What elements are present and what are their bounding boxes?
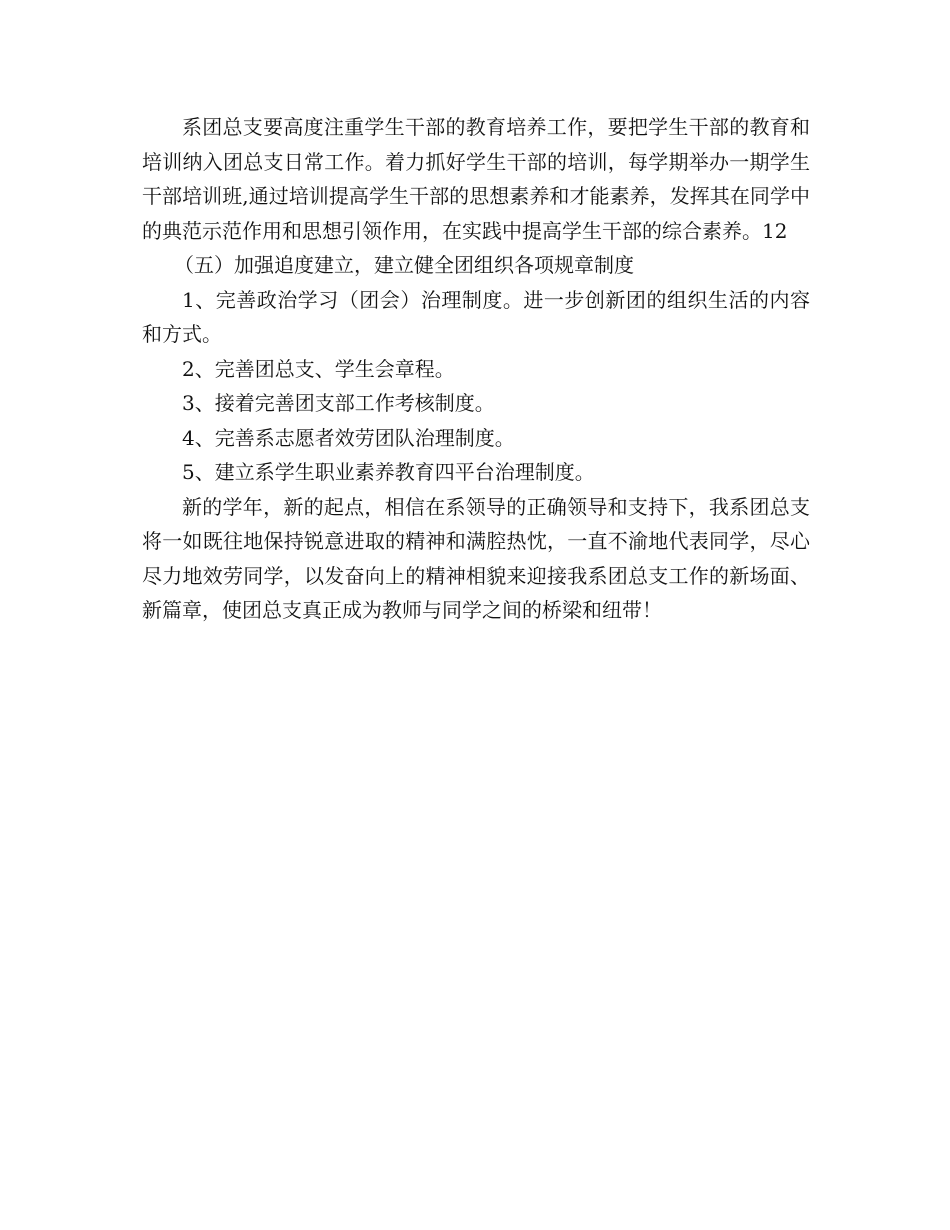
list-item-assessment: 3、接着完善团支部工作考核制度。 — [182, 391, 495, 415]
list-item-volunteer: 4、完善系志愿者效劳团队治理制度。 — [182, 425, 515, 450]
paragraph-student-cadre-training: 系团总支要高度注重学生干部的教育培养工作，要把学生干部的教育和培训纳入团总支日常工作。着力抓好学生干部的培训，每学期举办一期学生干部培训班,通过培训提高学生干部的思想素养和才能素养，发挥其在同学中的典范示范作用和思想引领作用，在实践中提高学生干部的综合素养。12 — [142, 115, 810, 243]
paragraph-closing: 新的学年，新的起点，相信在系领导的正确领导和支持下，我系团总支将一如既往地保持锐意进取的精神和满腔热忱，一直不渝地代表同学，尽心尽力地效劳同学，以发奋向上的精神相貌来迎接我系团总支工作的新场面、新篇章，使团总支真正成为教师与同学之间的桥梁和纽带！ — [142, 494, 810, 622]
list-item-charter: 2、完善团总支、学生会章程。 — [182, 356, 455, 381]
section-heading-regulations: （五）加强追度建立，建立健全团组织各项规章制度 — [174, 253, 634, 277]
list-item-political-study: 1、完善政治学习（团会）治理制度。进一步创新团的组织生活的内容和方式。 — [142, 287, 810, 346]
document-body — [142, 110, 810, 628]
list-item-platform: 5、建立系学生职业素养教育四平台治理制度。 — [182, 460, 595, 484]
